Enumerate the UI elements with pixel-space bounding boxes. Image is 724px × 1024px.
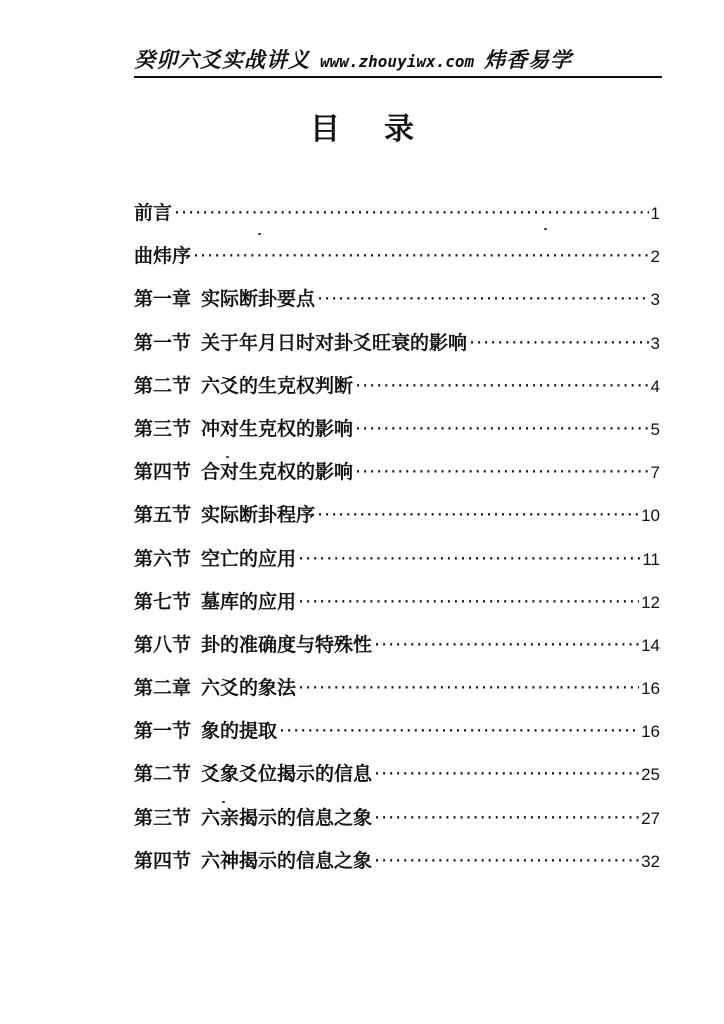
toc-leader-dots: [317, 284, 649, 314]
page-title: 目录: [310, 112, 458, 147]
header-website: www.zhouyiwx.com: [320, 52, 475, 71]
toc-entry: [134, 544, 660, 587]
toc-leader-dots: [317, 500, 639, 530]
toc-page-number: 16: [641, 679, 660, 699]
toc-number: 第六节: [134, 547, 192, 570]
toc-page-number: 3: [650, 333, 660, 353]
toc-entry: [134, 371, 660, 414]
toc-page-number: 2: [650, 247, 660, 267]
scan-speck: [544, 228, 547, 230]
toc-number: 第二章: [134, 677, 192, 700]
toc-page-number: 4: [650, 376, 660, 396]
toc-entry: [134, 846, 660, 889]
toc-leader-dots: [298, 544, 640, 574]
toc-entry: [134, 241, 660, 284]
toc-page-number: 12: [641, 592, 660, 612]
toc-number: 第八节: [134, 633, 192, 656]
toc-leader-dots: [374, 803, 639, 833]
toc-entry: [134, 198, 660, 241]
toc-leader-dots: [355, 414, 649, 444]
toc-entry: [134, 328, 660, 371]
toc-title: 曲炜序: [134, 245, 192, 268]
scan-speck: [226, 456, 229, 458]
toc-entry: [134, 803, 660, 846]
toc-title: 六爻的生克权判断: [201, 374, 354, 397]
toc-title: 实际断卦要点: [201, 288, 316, 311]
toc-title: 前言: [134, 202, 173, 224]
toc-page-number: 7: [650, 463, 660, 483]
toc-number: 第一章: [134, 288, 192, 311]
toc-leader-dots: [193, 241, 649, 271]
toc-page-number: 14: [641, 635, 660, 655]
table-of-contents: [134, 198, 660, 889]
header-rule: [134, 76, 662, 78]
header-book-title: 癸卯六爻实战讲义: [134, 47, 310, 72]
toc-number: 第七节: [134, 590, 192, 613]
toc-entry: [134, 587, 660, 630]
toc-page-number: 10: [641, 506, 660, 526]
toc-number: 第三节: [134, 417, 192, 440]
toc-page-number: 27: [641, 808, 660, 828]
toc-leader-dots: [174, 198, 649, 228]
header-publisher: 炜香易学: [484, 47, 573, 72]
toc-title: 象的提取: [201, 720, 278, 743]
toc-number: 第一节: [134, 331, 192, 354]
toc-title: 实际断卦程序: [201, 504, 316, 527]
toc-entry: [134, 414, 660, 457]
toc-title: 六神揭示的信息之象: [201, 849, 373, 872]
toc-page-number: 32: [641, 851, 660, 871]
toc-leader-dots: [355, 457, 649, 487]
toc-page-number: 11: [642, 549, 660, 569]
toc-entry: [134, 673, 660, 716]
toc-leader-dots: [298, 587, 639, 617]
toc-leader-dots: [374, 846, 639, 876]
toc-entry: [134, 457, 660, 500]
toc-page-number: 5: [650, 419, 660, 439]
toc-title: 关于年月日时对卦爻旺衰的影响: [201, 331, 468, 354]
toc-number: 第四节: [134, 849, 192, 872]
toc-title: 六亲揭示的信息之象: [201, 806, 373, 829]
toc-page-number: 3: [650, 290, 660, 310]
toc-leader-dots: [374, 759, 639, 789]
toc-leader-dots: [374, 630, 639, 660]
toc-leader-dots: [279, 716, 639, 746]
toc-leader-dots: [355, 371, 649, 401]
toc-number: 第二节: [134, 763, 192, 786]
toc-number: 第二节: [134, 374, 192, 397]
running-header: [134, 44, 662, 76]
toc-title: 冲对生克权的影响: [201, 417, 354, 440]
toc-title: 六爻的象法: [201, 677, 297, 700]
toc-number: 第一节: [134, 720, 192, 743]
toc-title: 空亡的应用: [201, 547, 297, 570]
toc-leader-dots: [469, 328, 649, 358]
toc-entry: [134, 630, 660, 673]
toc-title: 合对生克权的影响: [201, 461, 354, 484]
toc-entry: [134, 500, 660, 543]
scan-speck: [222, 801, 225, 803]
toc-number: 第三节: [134, 806, 192, 829]
toc-title: 爻象爻位揭示的信息: [201, 763, 373, 786]
toc-entry: [134, 716, 660, 759]
toc-number: 第四节: [134, 461, 192, 484]
toc-page-number: 16: [641, 722, 660, 742]
toc-title: 墓库的应用: [201, 590, 297, 613]
toc-page-number: 1: [650, 204, 660, 223]
toc-entry: [134, 759, 660, 802]
toc-number: 第五节: [134, 504, 192, 527]
toc-leader-dots: [298, 673, 639, 703]
toc-title: 卦的准确度与特殊性: [201, 633, 373, 656]
toc-entry: [134, 284, 660, 327]
scan-speck: [258, 233, 261, 235]
toc-page-number: 25: [641, 765, 660, 785]
